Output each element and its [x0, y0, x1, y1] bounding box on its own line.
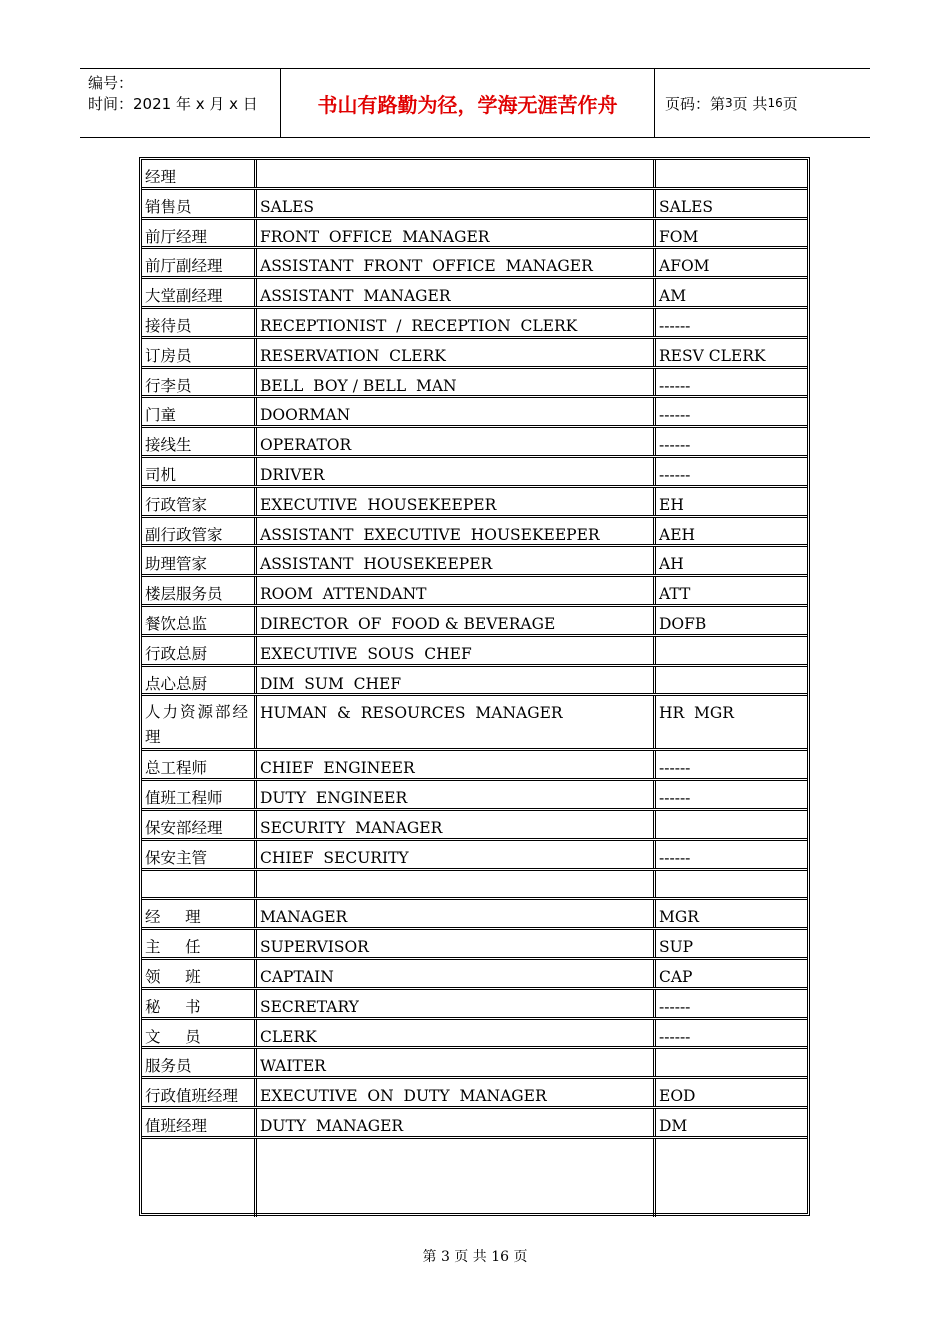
cell-chinese-title: 司机 [142, 458, 257, 485]
cell-chinese-title: 助理管家 [142, 547, 257, 574]
table-row [142, 1109, 807, 1139]
cell-english-title: CLERK [257, 1020, 656, 1047]
cell-chinese-title: 接待员 [142, 309, 257, 336]
time-label: 时间：2021 年 x 月 x 日 [88, 95, 258, 113]
cell-abbreviation: AEH [659, 525, 696, 544]
table-row [142, 667, 807, 697]
table-row [142, 279, 807, 309]
table-row [142, 1139, 807, 1217]
cell-chinese-title: 值班经理 [142, 1109, 257, 1136]
cell-chinese-title: 文 员 [142, 1020, 257, 1047]
cell-chinese-title: 人力资源部经理 [142, 696, 257, 748]
page-current: 3 [725, 96, 733, 110]
cell-chinese-title: 门童 [142, 398, 257, 425]
page-prefix: 页码：第 [665, 94, 726, 113]
table-row [142, 696, 807, 751]
cell-english-title [257, 1139, 656, 1217]
cell-chinese-title: 经 理 [142, 900, 257, 927]
cell-english-title: RECEPTIONIST / RECEPTION CLERK [257, 309, 656, 336]
table-row [142, 1049, 807, 1079]
cell-chinese-title: 订房员 [142, 339, 257, 366]
cell-abbreviation: ATT [659, 585, 691, 604]
cell-english-title: BELL BOY / BELL MAN [257, 369, 656, 396]
cell-english-title: SECRETARY [257, 990, 656, 1017]
cell-english-title: DIM SUM CHEF [257, 667, 656, 694]
cell-abbreviation: EH [659, 495, 684, 514]
cell-abbreviation [656, 1049, 807, 1076]
cell-english-title: ASSISTANT MANAGER [257, 279, 656, 306]
cell-abbreviation: SUP [659, 938, 694, 957]
cell-english-title: EXECUTIVE ON DUTY MANAGER [257, 1079, 656, 1106]
cell-chinese-title: 副行政管家 [142, 518, 257, 545]
table-row [142, 160, 807, 190]
cell-abbreviation: SALES [659, 197, 714, 216]
table-row [142, 960, 807, 990]
cell-chinese-title: 前厅经理 [142, 220, 257, 247]
cell-abbreviation: ------ [659, 789, 691, 808]
cell-english-title: CAPTAIN [257, 960, 656, 987]
table-row [142, 577, 807, 607]
cell-english-title: OPERATOR [257, 428, 656, 455]
cell-chinese-title: 保安部经理 [142, 811, 257, 838]
table-row [142, 249, 807, 279]
cell-chinese-title: 餐饮总监 [142, 607, 257, 634]
cell-abbreviation: AFOM [659, 257, 710, 276]
cell-english-title: ASSISTANT HOUSEKEEPER [257, 547, 656, 574]
table-row [142, 930, 807, 960]
table-row [142, 811, 807, 841]
cell-chinese-title [142, 871, 257, 898]
cell-chinese-title: 主 任 [142, 930, 257, 957]
cell-abbreviation: ------ [659, 436, 691, 455]
cell-english-title: DRIVER [257, 458, 656, 485]
cell-english-title: CHIEF ENGINEER [257, 751, 656, 778]
page-total: 16 [767, 96, 783, 110]
cell-abbreviation [656, 637, 807, 664]
table-row [142, 607, 807, 637]
table-row [142, 458, 807, 488]
table-row [142, 518, 807, 548]
table-row [142, 369, 807, 399]
table-row [142, 990, 807, 1020]
number-label: 编号： [88, 74, 134, 92]
table-row [142, 871, 807, 901]
cell-english-title: ASSISTANT EXECUTIVE HOUSEKEEPER [257, 518, 656, 545]
cell-chinese-title: 领 班 [142, 960, 257, 987]
cell-chinese-title: 经理 [142, 160, 257, 187]
table-row [142, 900, 807, 930]
cell-english-title: DUTY MANAGER [257, 1109, 656, 1136]
cell-english-title: EXECUTIVE HOUSEKEEPER [257, 488, 656, 515]
cell-chinese-title: 接线生 [142, 428, 257, 455]
cell-english-title: CHIEF SECURITY [257, 841, 656, 868]
cell-abbreviation: HR MGR [659, 704, 734, 723]
cell-abbreviation [656, 667, 807, 694]
cell-english-title: HUMAN & RESOURCES MANAGER [257, 696, 656, 748]
table-row [142, 751, 807, 781]
cell-abbreviation [656, 871, 807, 898]
table-row [142, 637, 807, 667]
cell-abbreviation: ------ [659, 848, 691, 867]
table-row [142, 339, 807, 369]
cell-abbreviation: ------ [659, 997, 691, 1016]
cell-english-title: DIRECTOR OF FOOD & BEVERAGE [257, 607, 656, 634]
cell-abbreviation: ------ [659, 1027, 691, 1046]
cell-english-title: FRONT OFFICE MANAGER [257, 220, 656, 247]
page-header [80, 68, 870, 138]
table-row [142, 488, 807, 518]
cell-english-title: DOORMAN [257, 398, 656, 425]
table-row [142, 547, 807, 577]
cell-chinese-title: 前厅副经理 [142, 249, 257, 276]
cell-chinese-title [142, 1139, 257, 1217]
header-meta [80, 69, 281, 137]
cell-english-title: SALES [257, 190, 656, 217]
cell-chinese-title: 服务员 [142, 1049, 257, 1076]
cell-abbreviation: DOFB [659, 614, 707, 633]
header-page-number [655, 69, 870, 137]
cell-chinese-title: 点心总厨 [142, 667, 257, 694]
header-motto: 书山有路勤为径，学海无涯苦作舟 [281, 69, 655, 137]
table-row [142, 428, 807, 458]
table-row [142, 841, 807, 871]
cell-abbreviation: FOM [659, 227, 699, 246]
cell-abbreviation: ------ [659, 376, 691, 395]
cell-chinese-title: 行政总厨 [142, 637, 257, 664]
cell-abbreviation: MGR [659, 908, 699, 927]
cell-abbreviation: AM [659, 287, 687, 306]
cell-abbreviation: RESV CLERK [659, 346, 766, 365]
cell-chinese-title: 总工程师 [142, 751, 257, 778]
cell-abbreviation [656, 1139, 807, 1217]
cell-english-title [257, 871, 656, 898]
cell-abbreviation: ------ [659, 759, 691, 778]
cell-abbreviation: AH [659, 555, 684, 574]
table-row [142, 781, 807, 811]
cell-chinese-title: 楼层服务员 [142, 577, 257, 604]
cell-chinese-title: 销售员 [142, 190, 257, 217]
cell-abbreviation: EOD [659, 1087, 696, 1106]
cell-abbreviation [656, 160, 807, 187]
cell-abbreviation [656, 811, 807, 838]
cell-english-title: WAITER [257, 1049, 656, 1076]
cell-english-title: MANAGER [257, 900, 656, 927]
page-footer: 第 3 页 共 16 页 [422, 1249, 528, 1265]
cell-chinese-title: 大堂副经理 [142, 279, 257, 306]
cell-english-title: ROOM ATTENDANT [257, 577, 656, 604]
cell-chinese-title: 行政管家 [142, 488, 257, 515]
cell-english-title [257, 160, 656, 187]
cell-abbreviation: DM [659, 1116, 688, 1135]
table-row [142, 1079, 807, 1109]
cell-abbreviation: CAP [659, 967, 693, 986]
table-row [142, 220, 807, 250]
table-row [142, 398, 807, 428]
cell-english-title: SUPERVISOR [257, 930, 656, 957]
cell-abbreviation: ------ [659, 316, 691, 335]
cell-english-title: ASSISTANT FRONT OFFICE MANAGER [257, 249, 656, 276]
page-middle: 页 共 [732, 94, 768, 113]
cell-english-title: DUTY ENGINEER [257, 781, 656, 808]
cell-chinese-title: 值班工程师 [142, 781, 257, 808]
cell-english-title: SECURITY MANAGER [257, 811, 656, 838]
page-suffix: 页 [782, 94, 798, 113]
cell-english-title: EXECUTIVE SOUS CHEF [257, 637, 656, 664]
cell-abbreviation: ------ [659, 465, 691, 484]
cell-chinese-title: 行政值班经理 [142, 1079, 257, 1106]
cell-chinese-title: 保安主管 [142, 841, 257, 868]
table-row [142, 309, 807, 339]
cell-chinese-title: 行李员 [142, 369, 257, 396]
job-title-table [139, 157, 810, 1216]
table-row [142, 190, 807, 220]
table-row [142, 1020, 807, 1050]
cell-abbreviation: ------ [659, 406, 691, 425]
cell-english-title: RESERVATION CLERK [257, 339, 656, 366]
cell-chinese-title: 秘 书 [142, 990, 257, 1017]
